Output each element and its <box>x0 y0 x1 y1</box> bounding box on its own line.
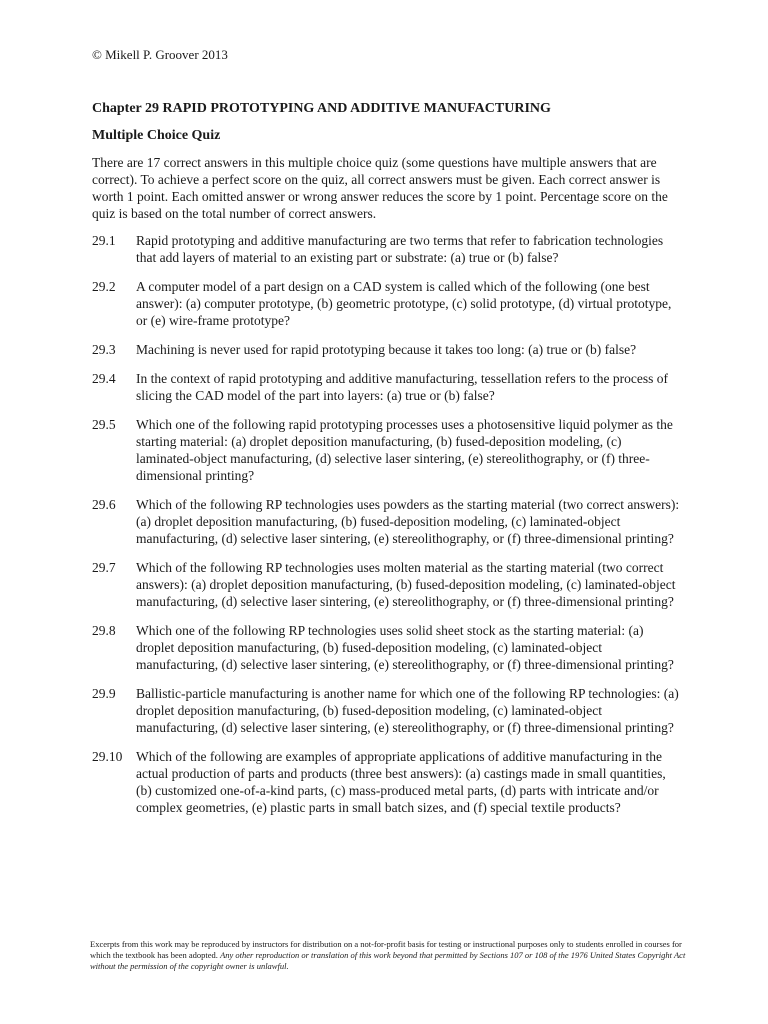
question-list <box>92 232 680 828</box>
question-text: Which of the following are examples of appropriate applications of additive manufacturing in the actual production of parts and products (three best answers): (a) castings made in small quantities, (b) customized one-of-a-kind parts, (c) mass-produced metal parts, (d) parts with intricate and/or complex geometries, (e) plastic parts in small batch sizes, and (f) special textile products? <box>136 749 666 815</box>
quiz-title: Multiple Choice Quiz <box>92 128 221 143</box>
question-text: Which one of the following RP technologies uses solid sheet stock as the starting material: (a) droplet deposition manufacturing, (b) fused-deposition modeling, (c) laminated-object manufacturing, (d) selective laser sintering, (e) stereolithography, or (f) three-dimensional printing? <box>136 623 674 672</box>
question-item <box>92 370 680 404</box>
copyright-line: © Mikell P. Groover 2013 <box>92 47 228 62</box>
question-number: 29.1 <box>92 233 116 248</box>
question-number: 29.6 <box>92 497 116 512</box>
question-text: Machining is never used for rapid prototyping because it takes too long: (a) true or (b) false? <box>136 342 637 357</box>
question-number: 29.4 <box>92 371 116 386</box>
question-text: A computer model of a part design on a CAD system is called which of the following (one best answer): (a) computer prototype, (b) geometric prototype, (c) solid prototype, (d) virtual prototype, or (e) wire-frame prototype? <box>136 279 672 328</box>
question-number: 29.8 <box>92 623 116 638</box>
question-item <box>92 416 680 484</box>
copyright-notice <box>90 939 690 972</box>
chapter-title: Chapter 29 RAPID PROTOTYPING AND ADDITIVE MANUFACTURING <box>92 101 551 116</box>
quiz-instructions: There are 17 correct answers in this multiple choice quiz (some questions have multiple answers that are correct). To achieve a perfect score on the quiz, all correct answers must be given. Each correct answer is worth 1 point. Each omitted answer or wrong answer reduces the score by 1 point. Percentage score on the quiz is based on the total number of correct answers. <box>92 155 668 221</box>
question-number: 29.2 <box>92 279 116 294</box>
question-item <box>92 559 680 610</box>
question-text: Ballistic-particle manufacturing is another name for which one of the following RP technologies: (a) droplet deposition manufacturing, (b) fused-deposition modeling, (c) laminated-object manufacturing, (d) selective laser sintering, (e) stereolithography, or (f) three-dimensional printing? <box>136 686 679 735</box>
question-item <box>92 496 680 547</box>
question-number: 29.5 <box>92 417 116 432</box>
question-text: Which of the following RP technologies uses powders as the starting material (two correct answers): (a) droplet deposition manufacturing, (b) fused-deposition modeling, (c) laminated-object manufacturing, (d) selective laser sintering, (e) stereolithography, or (f) three-dimensional printing? <box>136 497 680 546</box>
question-number: 29.9 <box>92 686 116 701</box>
copyright-notice-italic: Any other reproduction or translation of this work beyond that permitted by Sections 107 or 108 of the 1976 United States Copyright Act without the permission of the copyright owner is unlawful. <box>90 950 686 971</box>
question-item <box>92 341 680 358</box>
question-number: 29.7 <box>92 560 116 575</box>
copyright-notice-text: Excerpts from this work may be reproduced by instructors for distribution on a not-for-profit basis for testing or instructional purposes only to students enrolled in courses for which the textbook has been adopted. <box>90 939 682 960</box>
question-item <box>92 622 680 673</box>
question-item <box>92 232 680 266</box>
question-text: In the context of rapid prototyping and additive manufacturing, tessellation refers to the process of slicing the CAD model of the part into layers: (a) true or (b) false? <box>136 371 668 403</box>
question-item <box>92 278 680 329</box>
question-number: 29.3 <box>92 342 116 357</box>
question-text: Which one of the following rapid prototyping processes uses a photosensitive liquid polymer as the starting material: (a) droplet deposition manufacturing, (b) fused-deposition modeling, (c) laminated-object manufacturing, (d) selective laser sintering, (e) stereolithography, or (f) three-dimensional printing? <box>136 417 673 483</box>
question-text: Which of the following RP technologies uses molten material as the starting material (two correct answers): (a) droplet deposition manufacturing, (b) fused-deposition modeling, (c) laminated-object manufacturing, (d) selective laser sintering, (e) stereolithography, or (f) three-dimensional printing? <box>136 560 676 609</box>
question-item <box>92 685 680 736</box>
question-text: Rapid prototyping and additive manufacturing are two terms that refer to fabrication technologies that add layers of material to an existing part or substrate: (a) true or (b) false? <box>136 233 664 265</box>
question-number: 29.10 <box>92 749 123 764</box>
question-item <box>92 748 680 816</box>
